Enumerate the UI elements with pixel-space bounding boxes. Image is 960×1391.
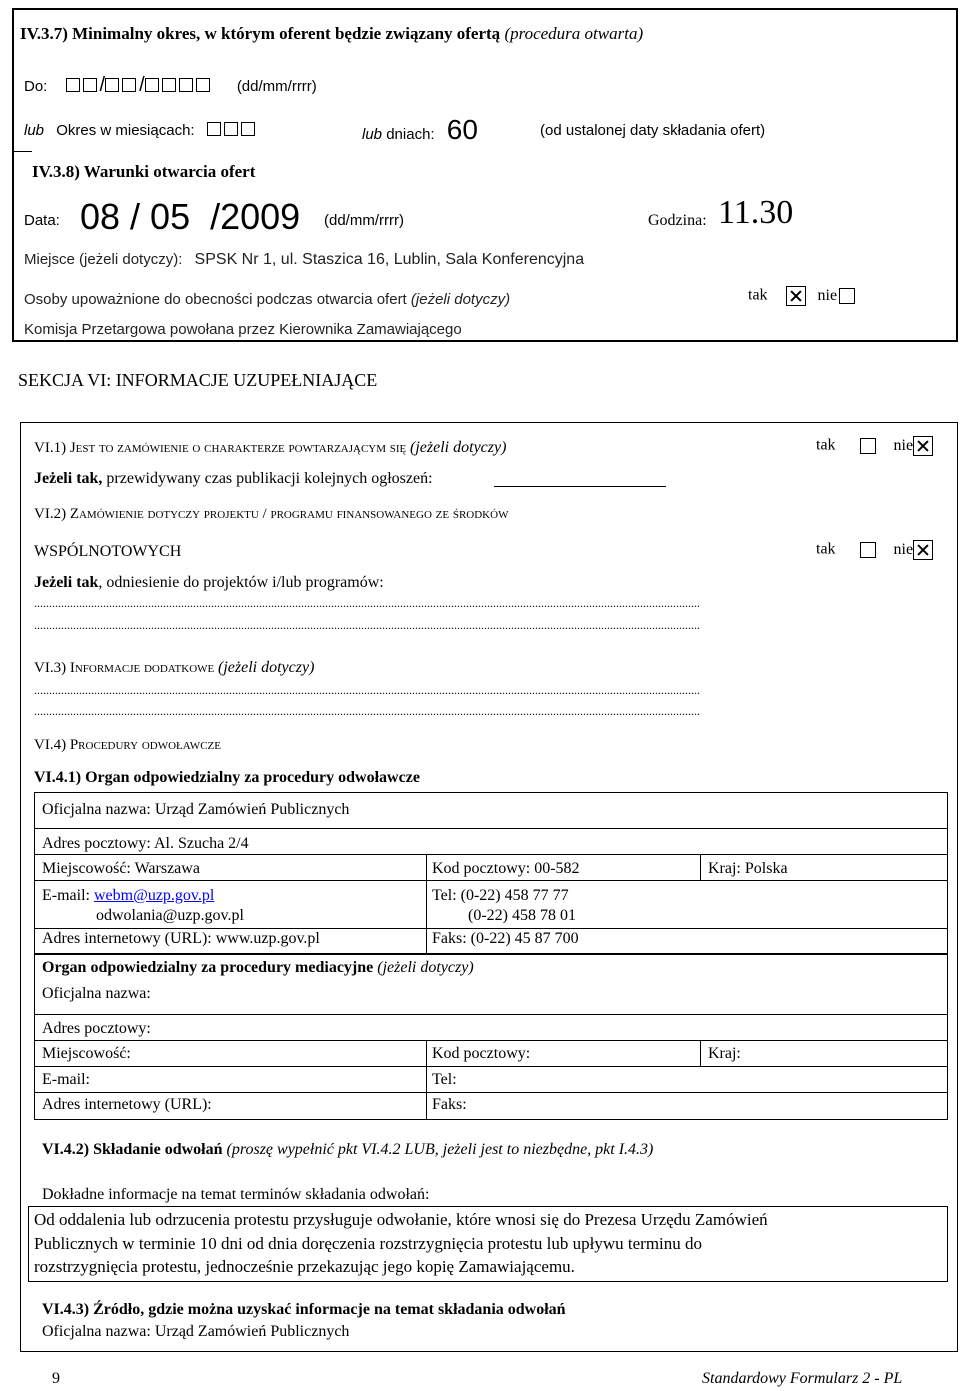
vi2-dots-2: .............................................................................................................................................................................................................................. bbox=[34, 618, 700, 632]
organ1-fax: Faks: (0-22) 45 87 700 bbox=[432, 930, 579, 947]
s38-date-value: 08 / 05 /2009 bbox=[80, 196, 301, 237]
organ2-row-line bbox=[34, 1092, 948, 1093]
organ1-row-line bbox=[34, 854, 948, 855]
organ2-col-line bbox=[426, 1040, 427, 1120]
organ1-tel1: Tel: (0-22) 458 77 77 bbox=[432, 887, 569, 904]
organ2-url: Adres internetowy (URL): bbox=[42, 1096, 212, 1113]
organ2-country: Kraj: bbox=[708, 1045, 741, 1062]
s38-persons-value: Komisja Przetargowa powołana przez Kierownika Zamawiającego bbox=[24, 321, 462, 338]
organ1-city: Miejscowość: Warszawa bbox=[42, 860, 200, 877]
email-link[interactable]: webm@uzp.gov.pl bbox=[93, 887, 215, 904]
organ1-row-line bbox=[34, 880, 948, 881]
organ2-name: Oficjalna nazwa: bbox=[42, 985, 151, 1002]
s38-date-format: (dd/mm/rrrr) bbox=[324, 212, 404, 229]
organ2-email: E-mail: bbox=[42, 1071, 90, 1088]
s38-date-label: Data: bbox=[24, 212, 60, 229]
organ2-row-line bbox=[34, 1014, 948, 1015]
organ1-url: Adres internetowy (URL): www.uzp.gov.pl bbox=[42, 930, 320, 947]
nie-checkbox[interactable] bbox=[839, 288, 855, 304]
organ2-row-line bbox=[34, 1066, 948, 1067]
organ1-col-line bbox=[700, 854, 701, 880]
vi1-title: VI.1) Jest to zamówienie o charakterze powtarzającym się (jeżeli dotyczy) bbox=[34, 439, 507, 456]
s37-days-note: (od ustalonej daty składania ofert) bbox=[540, 122, 766, 139]
vi41-title: VI.4.1) Organ odpowiedzialny za procedury odwoławcze bbox=[34, 769, 420, 786]
s37-title: IV.3.7) Minimalny okres, w którym oferent będzie związany ofertą (procedura otwarta) bbox=[20, 24, 644, 43]
s38-persons: Osoby upoważnione do obecności podczas otwarcia ofert (jeżeli dotyczy) bbox=[24, 291, 511, 308]
vi42-label: Dokładne informacje na temat terminów składania odwołań: bbox=[42, 1186, 430, 1203]
s38-persons-choice: tak nie bbox=[748, 286, 855, 306]
vi2-title: VI.2) Zamówienie dotyczy projektu / programu finansowanego ze środków bbox=[34, 506, 509, 522]
vi1-sub: Jeżeli tak, przewidywany czas publikacji kolejnych ogłoszeń: bbox=[34, 470, 433, 487]
s37-period-row: lub Okres w miesiącach: bbox=[24, 122, 258, 139]
vi1-choice: tak nie bbox=[816, 436, 933, 456]
organ1-tel2: (0-22) 458 78 01 bbox=[468, 907, 576, 924]
s38-time-value: 11.30 bbox=[718, 194, 794, 231]
vi3-dots-2: .............................................................................................................................................................................................................................. bbox=[34, 704, 700, 718]
vi3-dots-1: .............................................................................................................................................................................................................................. bbox=[34, 683, 700, 697]
organ2-col-line bbox=[700, 1040, 701, 1066]
s38-place: Miejsce (jeżeli dotyczy): SPSK Nr 1, ul. Staszica 16, Lublin, Sala Konferencyjna bbox=[24, 251, 585, 268]
s37-days-row: lub dniach: 60 bbox=[362, 114, 478, 145]
vi2-dots-1: .............................................................................................................................................................................................................................. bbox=[34, 596, 700, 610]
tak-checkbox-checked[interactable] bbox=[786, 286, 806, 306]
organ1-row-line bbox=[34, 928, 948, 929]
vi2-choice: tak nie bbox=[816, 540, 933, 560]
organ2-row-line bbox=[34, 1040, 948, 1041]
vi2-title2: WSPÓLNOTOWYCH bbox=[34, 543, 182, 560]
organ2-tel: Tel: bbox=[432, 1071, 457, 1088]
organ1-postal: Kod pocztowy: 00-582 bbox=[432, 860, 580, 877]
organ2-postal: Kod pocztowy: bbox=[432, 1045, 531, 1062]
organ2-city: Miejscowość: bbox=[42, 1045, 131, 1062]
organ1-country: Kraj: Polska bbox=[708, 860, 788, 877]
s38-time-label: Godzina: bbox=[648, 212, 707, 229]
vi4-title: VI.4) Procedury odwoławcze bbox=[34, 737, 221, 753]
s37-do-row: Do: / / (dd/mm/rrrr) bbox=[24, 74, 317, 96]
vi1-tak-checkbox[interactable] bbox=[860, 438, 876, 454]
organ1-name: Oficjalna nazwa: Urząd Zamówień Publicznych bbox=[42, 801, 350, 818]
days-value: 60 bbox=[446, 114, 478, 145]
vi3-title: VI.3) Informacje dodatkowe (jeżeli dotyczy) bbox=[34, 659, 315, 676]
vi1-answer-line bbox=[494, 486, 666, 487]
organ2-fax: Faks: bbox=[432, 1096, 467, 1113]
divider bbox=[12, 151, 32, 152]
s38-title: IV.3.8) Warunki otwarcia ofert bbox=[32, 162, 256, 181]
organ2-title: Organ odpowiedzialny za procedury mediacyjne (jeżeli dotyczy) bbox=[42, 959, 474, 976]
vi43-title: VI.4.3) Źródło, gdzie można uzyskać informacje na temat składania odwołań bbox=[42, 1301, 566, 1318]
vi43-name: Oficjalna nazwa: Urząd Zamówień Publicznych bbox=[42, 1323, 350, 1340]
section6-heading: SEKCJA VI: INFORMACJE UZUPEŁNIAJĄCE bbox=[18, 370, 378, 390]
organ1-email2: odwolania@uzp.gov.pl bbox=[96, 907, 244, 924]
vi2-nie-checkbox-checked[interactable] bbox=[913, 540, 933, 560]
organ1-col-line bbox=[426, 854, 427, 954]
vi2-tak-checkbox[interactable] bbox=[860, 542, 876, 558]
vi42-text-line: Publicznych w terminie 10 dni od dnia doręczenia rozstrzygnięcia protestu lub upływu terminu do bbox=[34, 1234, 703, 1253]
organ1-address: Adres pocztowy: Al. Szucha 2/4 bbox=[42, 835, 249, 852]
vi42-title: VI.4.2) Składanie odwołań (proszę wypełnić pkt VI.4.2 LUB, jeżeli jest to niezbędne, pkt I.4.3) bbox=[42, 1141, 654, 1158]
organ2-address: Adres pocztowy: bbox=[42, 1020, 151, 1037]
organ1-email: E-mail: webm@uzp.gov.pl bbox=[42, 887, 215, 904]
vi2-sub: Jeżeli tak, odniesienie do projektów i/lub programów: bbox=[34, 574, 384, 591]
vi42-text-line: Od oddalenia lub odrzucenia protestu przysługuje odwołanie, które wnosi się do Prezesa Urzędu Zamówień bbox=[34, 1210, 768, 1229]
vi42-text-line: rozstrzygnięcia protestu, jednocześnie przekazując jego kopię Zamawiającemu. bbox=[34, 1257, 575, 1276]
form-name: Standardowy Formularz 2 - PL bbox=[702, 1370, 903, 1387]
vi1-nie-checkbox-checked[interactable] bbox=[913, 436, 933, 456]
organ1-row-line bbox=[34, 828, 948, 829]
page-number: 9 bbox=[52, 1370, 60, 1387]
